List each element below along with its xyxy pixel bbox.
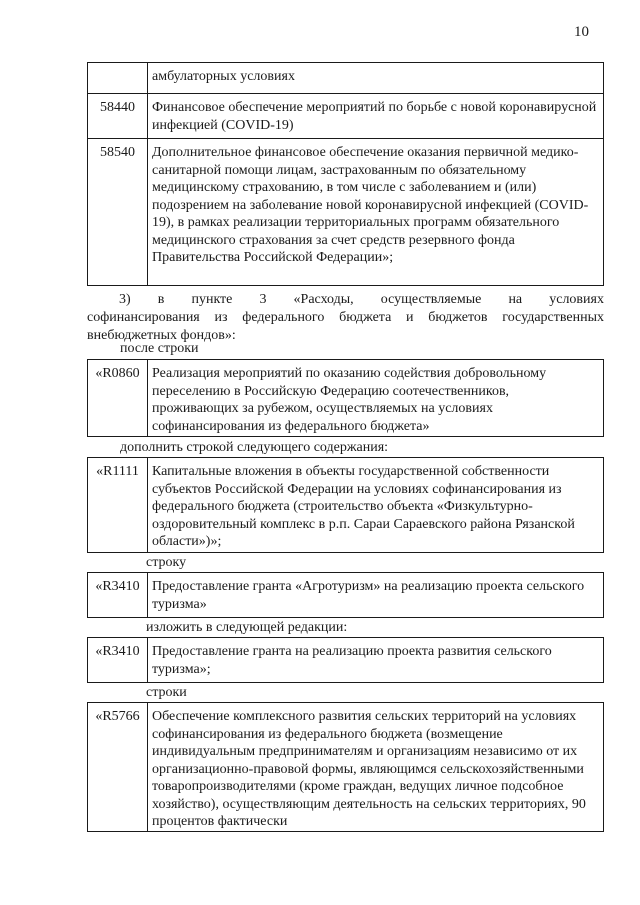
label-new-edition: изложить в следующей редакции: bbox=[146, 620, 348, 635]
block-r1111 bbox=[87, 457, 604, 553]
row-text: Обеспечение комплексного развития сельских территорий на условиях софинансирования из федерального бюджета (возмещение индивидуальным предпринимателям и организациям независимо от их организационно-правовой формы, являющимся сельскохозяйственными товаропроизводителями (кроме граждан, ведущих личное подсобное хозяйство), осуществляющим деятельность на сельских территориях, 90 процентов фактически bbox=[152, 709, 586, 829]
block-r3410-old bbox=[87, 572, 604, 618]
row-text: Предоставление гранта «Агротуризм» на реализацию проекта сельского туризма» bbox=[152, 579, 585, 612]
block-r0860 bbox=[87, 359, 604, 437]
item-3-word: пункте bbox=[191, 292, 233, 307]
row-code: 58540 bbox=[88, 139, 148, 285]
row-text: Финансовое обеспечение мероприятий по борьбе с новой коронавирусной инфекцией (COVID-19) bbox=[152, 100, 597, 133]
row-code: «R3410 bbox=[88, 573, 148, 617]
table-row bbox=[87, 93, 604, 139]
label-row: строку bbox=[146, 555, 187, 570]
table-row bbox=[87, 138, 604, 286]
table-row bbox=[87, 62, 604, 94]
label-after-row: после строки bbox=[120, 341, 199, 356]
item-3-word: 3 bbox=[259, 292, 267, 307]
item-3-word: в bbox=[157, 292, 165, 307]
row-text: амбулаторных условиях bbox=[152, 69, 295, 84]
item-3-word: на bbox=[508, 292, 523, 307]
row-text: Реализация мероприятий по оказанию содействия добровольному переселению в Российскую Федерацию соотечественников, проживающих за рубежом, осуществляемых на условиях софинансирования из федерального бюджета» bbox=[152, 366, 547, 434]
block-r3410-new bbox=[87, 637, 604, 683]
row-code: «R5766 bbox=[88, 703, 148, 831]
row-code: 58440 bbox=[88, 94, 148, 138]
item-3-word: осуществляемые bbox=[380, 292, 482, 307]
row-code: «R3410 bbox=[88, 638, 148, 682]
item-3-paragraph bbox=[87, 291, 604, 345]
item-3-first-line bbox=[87, 291, 604, 309]
label-add-row: дополнить строкой следующего содержания: bbox=[120, 440, 389, 455]
row-code bbox=[88, 63, 148, 93]
page-number: 10 bbox=[574, 24, 589, 40]
row-code: «R1111 bbox=[88, 458, 148, 552]
item-3-word: условиях bbox=[549, 292, 604, 307]
row-text: Предоставление гранта на реализацию проекта развития сельского туризма»; bbox=[152, 644, 552, 677]
item-3-rest: софинансирования из федерального бюджета и бюджетов государственных внебюджетных фондов»: bbox=[87, 310, 604, 343]
item-3-word: 3) bbox=[119, 292, 131, 307]
row-text: Дополнительное финансовое обеспечение оказания первичной медико-санитарной помощи лицам, застрахованным по обязательному медицинскому страхованию, в том числе с заболеванием и (или) подозрением на заболевание новой коронавирусной инфекцией (COVID-19), в рамках реализации территориальных программ обязательного медицинского страхования за счет средств резервного фонда Правительства Российской Федерации»; bbox=[152, 145, 589, 265]
row-text: Капитальные вложения в объекты государственной собственности субъектов Российской Федерации на условиях софинансирования из федерального бюджета (строительство объекта «Физкультурно-оздоровительный комплекс в р.п. Сараи Сараевского района Рязанской области»)»; bbox=[152, 464, 575, 549]
block-r5766 bbox=[87, 702, 604, 832]
row-code: «R0860 bbox=[88, 360, 148, 436]
label-rows: строки bbox=[146, 685, 187, 700]
item-3-word: «Расходы, bbox=[293, 292, 354, 307]
